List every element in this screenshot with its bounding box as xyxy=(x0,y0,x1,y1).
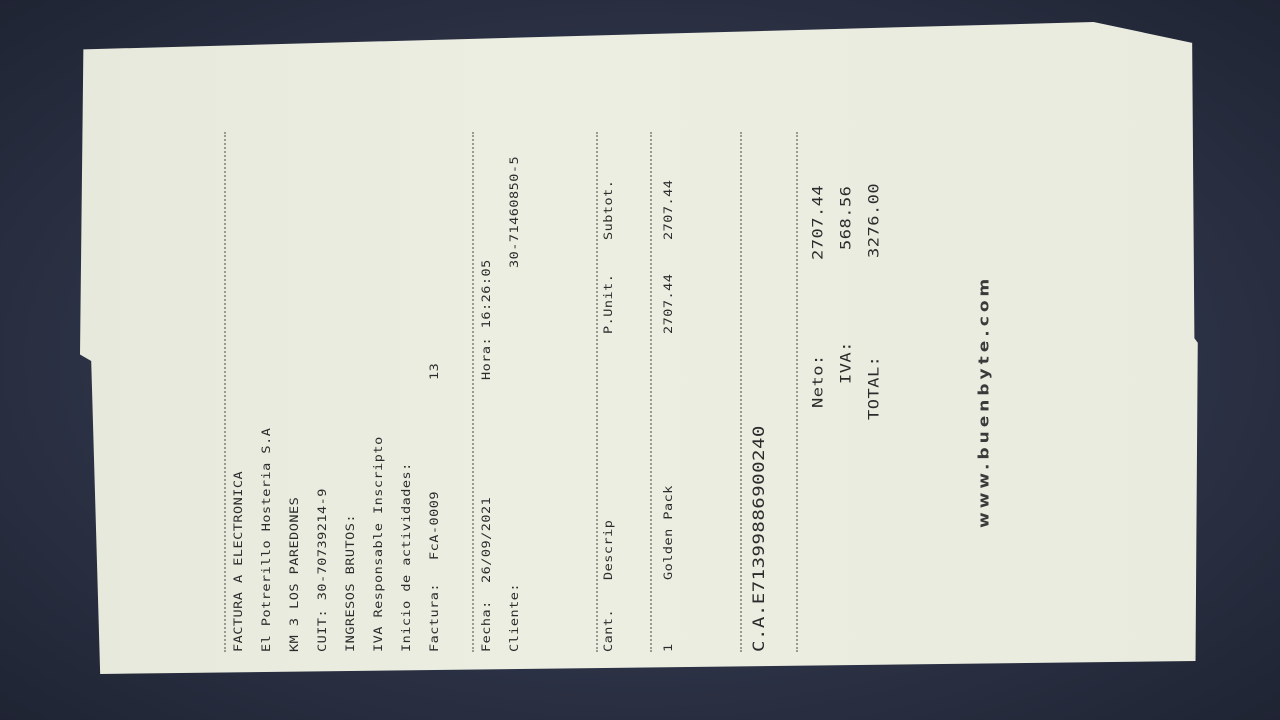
fecha: Fecha: 26/09/2021 xyxy=(480,496,494,652)
separator xyxy=(796,132,798,652)
receipt-content xyxy=(210,80,1030,680)
separator xyxy=(740,132,742,652)
total-label: TOTAL: xyxy=(866,355,883,420)
invoice-title: FACTURA A ELECTRONICA xyxy=(232,470,246,652)
separator xyxy=(650,132,652,652)
company-address: KM 3 LOS PAREDONES xyxy=(288,496,302,652)
col-subtot: Subtot. xyxy=(602,179,616,240)
separator xyxy=(596,132,598,652)
iva-label: IVA: xyxy=(838,341,855,384)
separator xyxy=(472,132,474,652)
neto-label: Neto: xyxy=(810,354,827,408)
inicio-actividades: Inicio de actividades: xyxy=(400,462,414,652)
cliente-cuit: 30-71460850-5 xyxy=(508,155,522,268)
cae-code: C.A.E71399886900240 xyxy=(750,425,769,652)
iva-status: IVA Responsable Inscripto xyxy=(372,436,386,652)
col-descrip: Descrip xyxy=(602,519,616,580)
item-subtot: 2707.44 xyxy=(662,179,676,240)
item-descrip: Golden Pack xyxy=(662,485,676,580)
hora: Hora: 16:26:05 xyxy=(480,259,494,380)
footer-url: www.buenbyte.com xyxy=(976,274,993,528)
total-value: 3276.00 xyxy=(866,182,883,258)
col-punit: P.Unit. xyxy=(602,273,616,334)
separator xyxy=(224,132,226,652)
iva-value: 568.56 xyxy=(838,185,855,250)
factura-extra: 13 xyxy=(428,362,442,380)
neto-value: 2707.44 xyxy=(810,184,827,260)
company-cuit: CUIT: 30-70739214-9 xyxy=(316,488,330,652)
item-cant: 1 xyxy=(662,643,676,652)
cliente-label: Cliente: xyxy=(508,582,522,652)
ingresos-brutos: INGRESOS BRUTOS: xyxy=(344,513,358,652)
company-name: El Potrerillo Hosteria S.A xyxy=(260,427,274,652)
factura-label: Factura: xyxy=(428,582,442,652)
item-punit: 2707.44 xyxy=(662,273,676,334)
factura-number: FcA-0009 xyxy=(428,490,442,560)
col-cant: Cant. xyxy=(602,608,616,652)
